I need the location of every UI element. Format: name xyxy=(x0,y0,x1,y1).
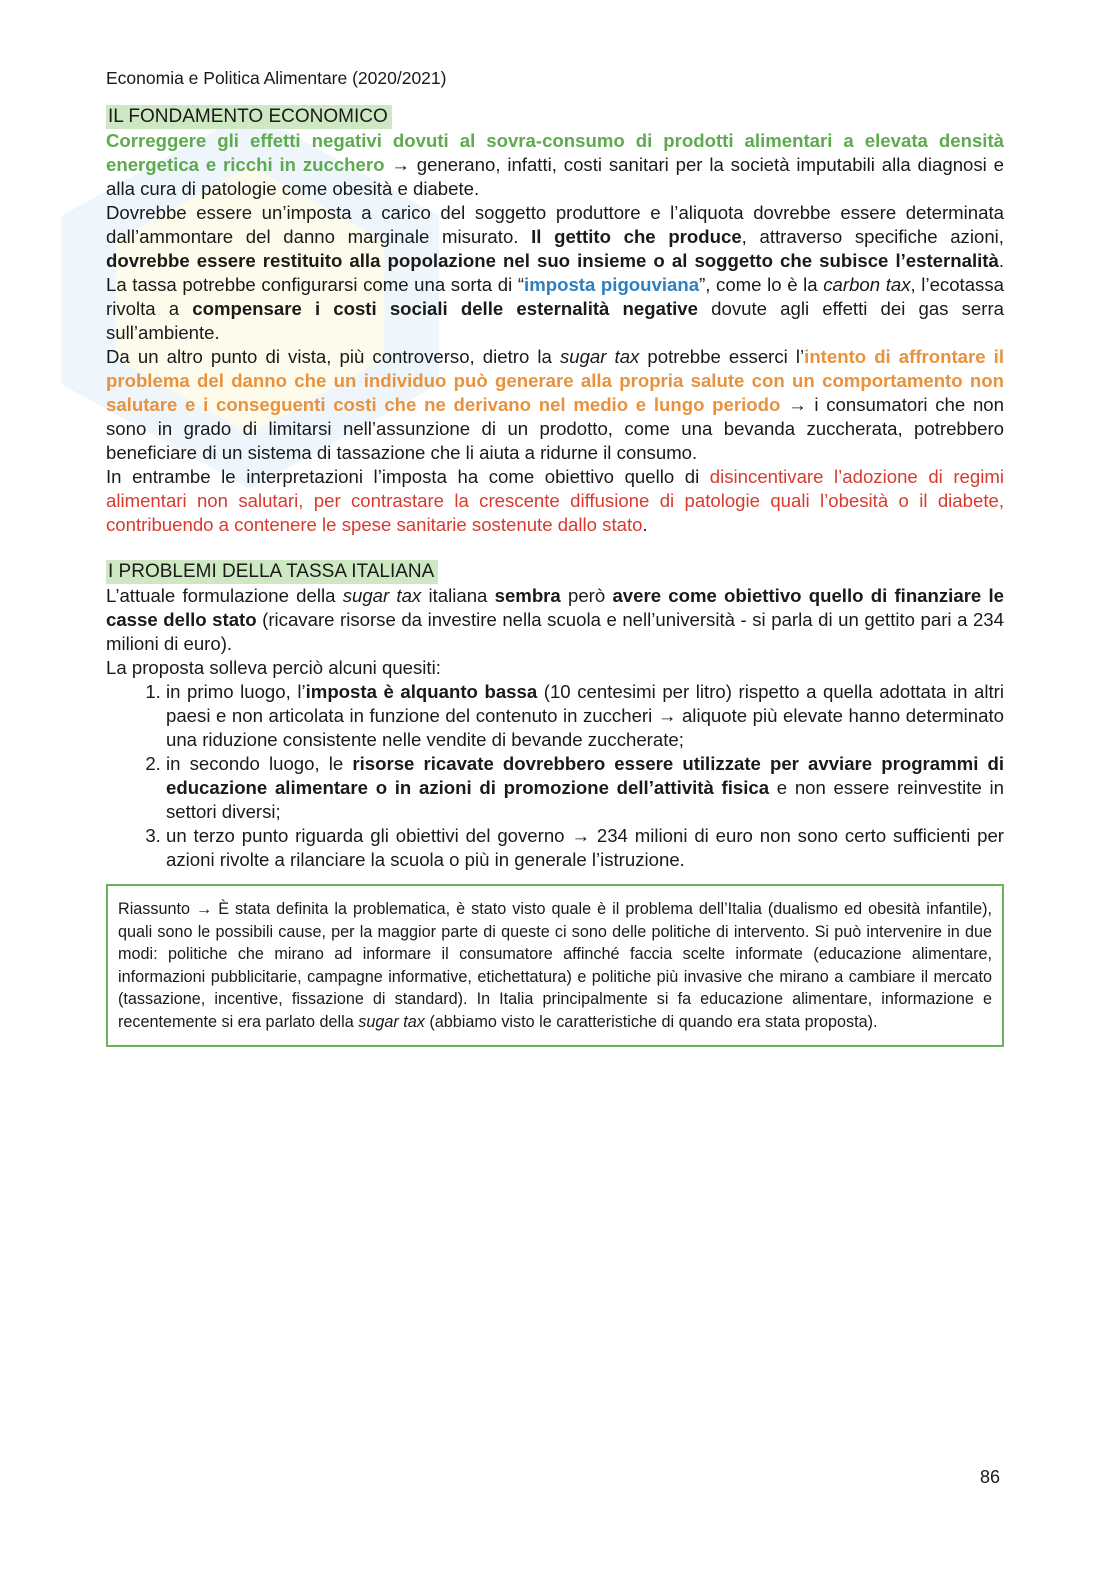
bold-text: risorse ricavate dovrebbero essere utilizzate per avviare programmi di educazione alimentare o in azioni di promozione dell’attività fisica xyxy=(166,753,1004,798)
paragraph xyxy=(106,584,1004,656)
paragraph xyxy=(106,201,1004,345)
spacer xyxy=(106,537,1004,559)
numbered-list xyxy=(106,680,1004,872)
text: italiana xyxy=(421,585,495,606)
text: . xyxy=(642,514,648,535)
highlight-red: disincentivare l’adozione di regimi alimentari non salutari, per contrastare la crescente diffusione di patologie quali l’obesità o il diabete, contribuendo a contenere le spese sanitarie sostenute dallo stato xyxy=(106,466,1004,535)
text: ”, come lo è la xyxy=(699,274,824,295)
text: Dovrebbe essere un’imposta a carico del soggetto produttore e l’aliquota dovrebbe essere determinata dall’ammontare del danno marginale misurato. xyxy=(106,202,1004,247)
paragraph xyxy=(106,345,1004,465)
highlight-green: Correggere gli effetti negativi dovuti al sovra-consumo di prodotti alimentari a elevata densità energetica e ricchi in zucchero xyxy=(106,130,1004,175)
bold-text: compensare i costi sociali delle esternalità negative xyxy=(192,298,698,319)
text: in primo luogo, l’ xyxy=(166,681,306,702)
paragraph: La proposta solleva perciò alcuni quesiti: xyxy=(106,657,441,678)
italic-text: sugar tax xyxy=(559,346,640,367)
text: In entrambe le interpretazioni l’imposta ha come obiettivo quello di xyxy=(106,466,710,487)
list-item xyxy=(166,680,1004,752)
text: . La tassa potrebbe configurarsi come una sorta di “ xyxy=(106,250,1004,295)
text: Da un altro punto di vista, più controverso, dietro la xyxy=(106,346,560,367)
document-header: Economia e Politica Alimentare (2020/2021) xyxy=(106,68,447,88)
section-title: IL FONDAMENTO ECONOMICO xyxy=(106,105,392,129)
text: È stata definita la problematica, è stato visto quale è il problema dell’Italia (dualismo ed obesità infantile), quali sono le possibili cause, per la maggior parte di queste ci sono delle politiche di intervento. Si può intervenire in due modi: politiche che mirano ad informare il consumatore affinché faccia scelte informate (educazione alimentare, informazioni pubblicitarie, campagne informative, etichettatura) e politiche più invasive che mirano a cambiare il mercato (tassazione, incentive, fissazione di standard). In Italia principalmente si fa educazione alimentare, informazione e recentemente si era parlato della xyxy=(118,900,992,1031)
highlight-orange: intento di affrontare il problema del danno che un individuo può generare alla propria salute con un comportamento non salutare e i conseguenti costi che ne derivano nel medio e lungo periodo xyxy=(106,346,1005,415)
paragraph xyxy=(106,129,1004,201)
bold-text: avere come obiettivo quello di finanziare le casse dello stato xyxy=(106,585,1004,630)
bold-text: imposta è alquanto bassa xyxy=(305,681,538,702)
arrow: → xyxy=(564,825,597,846)
paragraph xyxy=(106,465,1004,537)
text: e non essere reinvestite in settori diversi; xyxy=(166,777,1004,822)
summary-label: Riassunto xyxy=(118,900,190,918)
text: , attraverso specifiche azioni, xyxy=(741,226,1004,247)
text: (abbiamo visto le caratteristiche di quando era stata proposta). xyxy=(424,1012,878,1031)
text: però xyxy=(560,585,613,606)
italic-text: carbon tax xyxy=(823,274,911,295)
section-title: I PROBLEMI DELLA TASSA ITALIANA xyxy=(106,560,438,584)
section-problemi xyxy=(106,559,1004,872)
bold-text: Il gettito che produce xyxy=(531,226,742,247)
italic-text: sugar tax xyxy=(342,585,422,606)
italic-text: sugar tax xyxy=(358,1012,425,1031)
text: i consumatori che non sono in grado di limitarsi nell’assunzione di un prodotto, come una bevanda zuccherata, potrebbero beneficiare di un sistema di tassazione che li aiuta a ridurne il consumo. xyxy=(106,394,1004,463)
section-fondamento xyxy=(106,104,1004,537)
bold-text: sembra xyxy=(494,585,561,606)
bold-text: dovrebbe essere restituito alla popolazione nel suo insieme o al soggetto che subisce l’esternalità xyxy=(106,250,999,271)
list-item xyxy=(166,752,1004,824)
text: un terzo punto riguarda gli obiettivi del governo xyxy=(166,825,565,846)
page-number: 86 xyxy=(980,1467,1001,1487)
page-content xyxy=(106,66,1004,1047)
text: in secondo luogo, le xyxy=(166,753,353,774)
arrow: → xyxy=(652,705,682,726)
text: potrebbe esserci l’ xyxy=(639,346,805,367)
arrow: → xyxy=(189,900,219,918)
list-item xyxy=(166,824,1004,872)
text: dovute agli effetti dei gas serra sull’ambiente. xyxy=(106,298,1004,343)
arrow: → xyxy=(384,154,417,175)
highlight-blue: imposta pigouviana xyxy=(524,274,700,295)
text: aliquote più elevate hanno determinato una riduzione consistente nelle vendite di bevande zuccherate; xyxy=(166,705,1004,750)
text: (10 centesimi per litro) rispetto a quella adottata in altri paesi e non articolata in funzione del contenuto in zuccheri xyxy=(166,681,1004,726)
summary-box xyxy=(106,884,1004,1047)
text: 234 milioni di euro non sono certo sufficienti per azioni rivolte a rilanciare la scuola o più in generale l’istruzione. xyxy=(166,825,1004,870)
arrow: → xyxy=(780,394,815,415)
text: , l’ecotassa rivolta a xyxy=(106,274,1004,319)
text: L’attuale formulazione della xyxy=(106,585,343,606)
text: (ricavare risorse da investire nella scuola e nell’università - si parla di un gettito pari a 234 milioni di euro). xyxy=(106,609,1004,654)
text: generano, infatti, costi sanitari per la società imputabili alla diagnosi e alla cura di patologie come obesità e diabete. xyxy=(106,154,1004,199)
